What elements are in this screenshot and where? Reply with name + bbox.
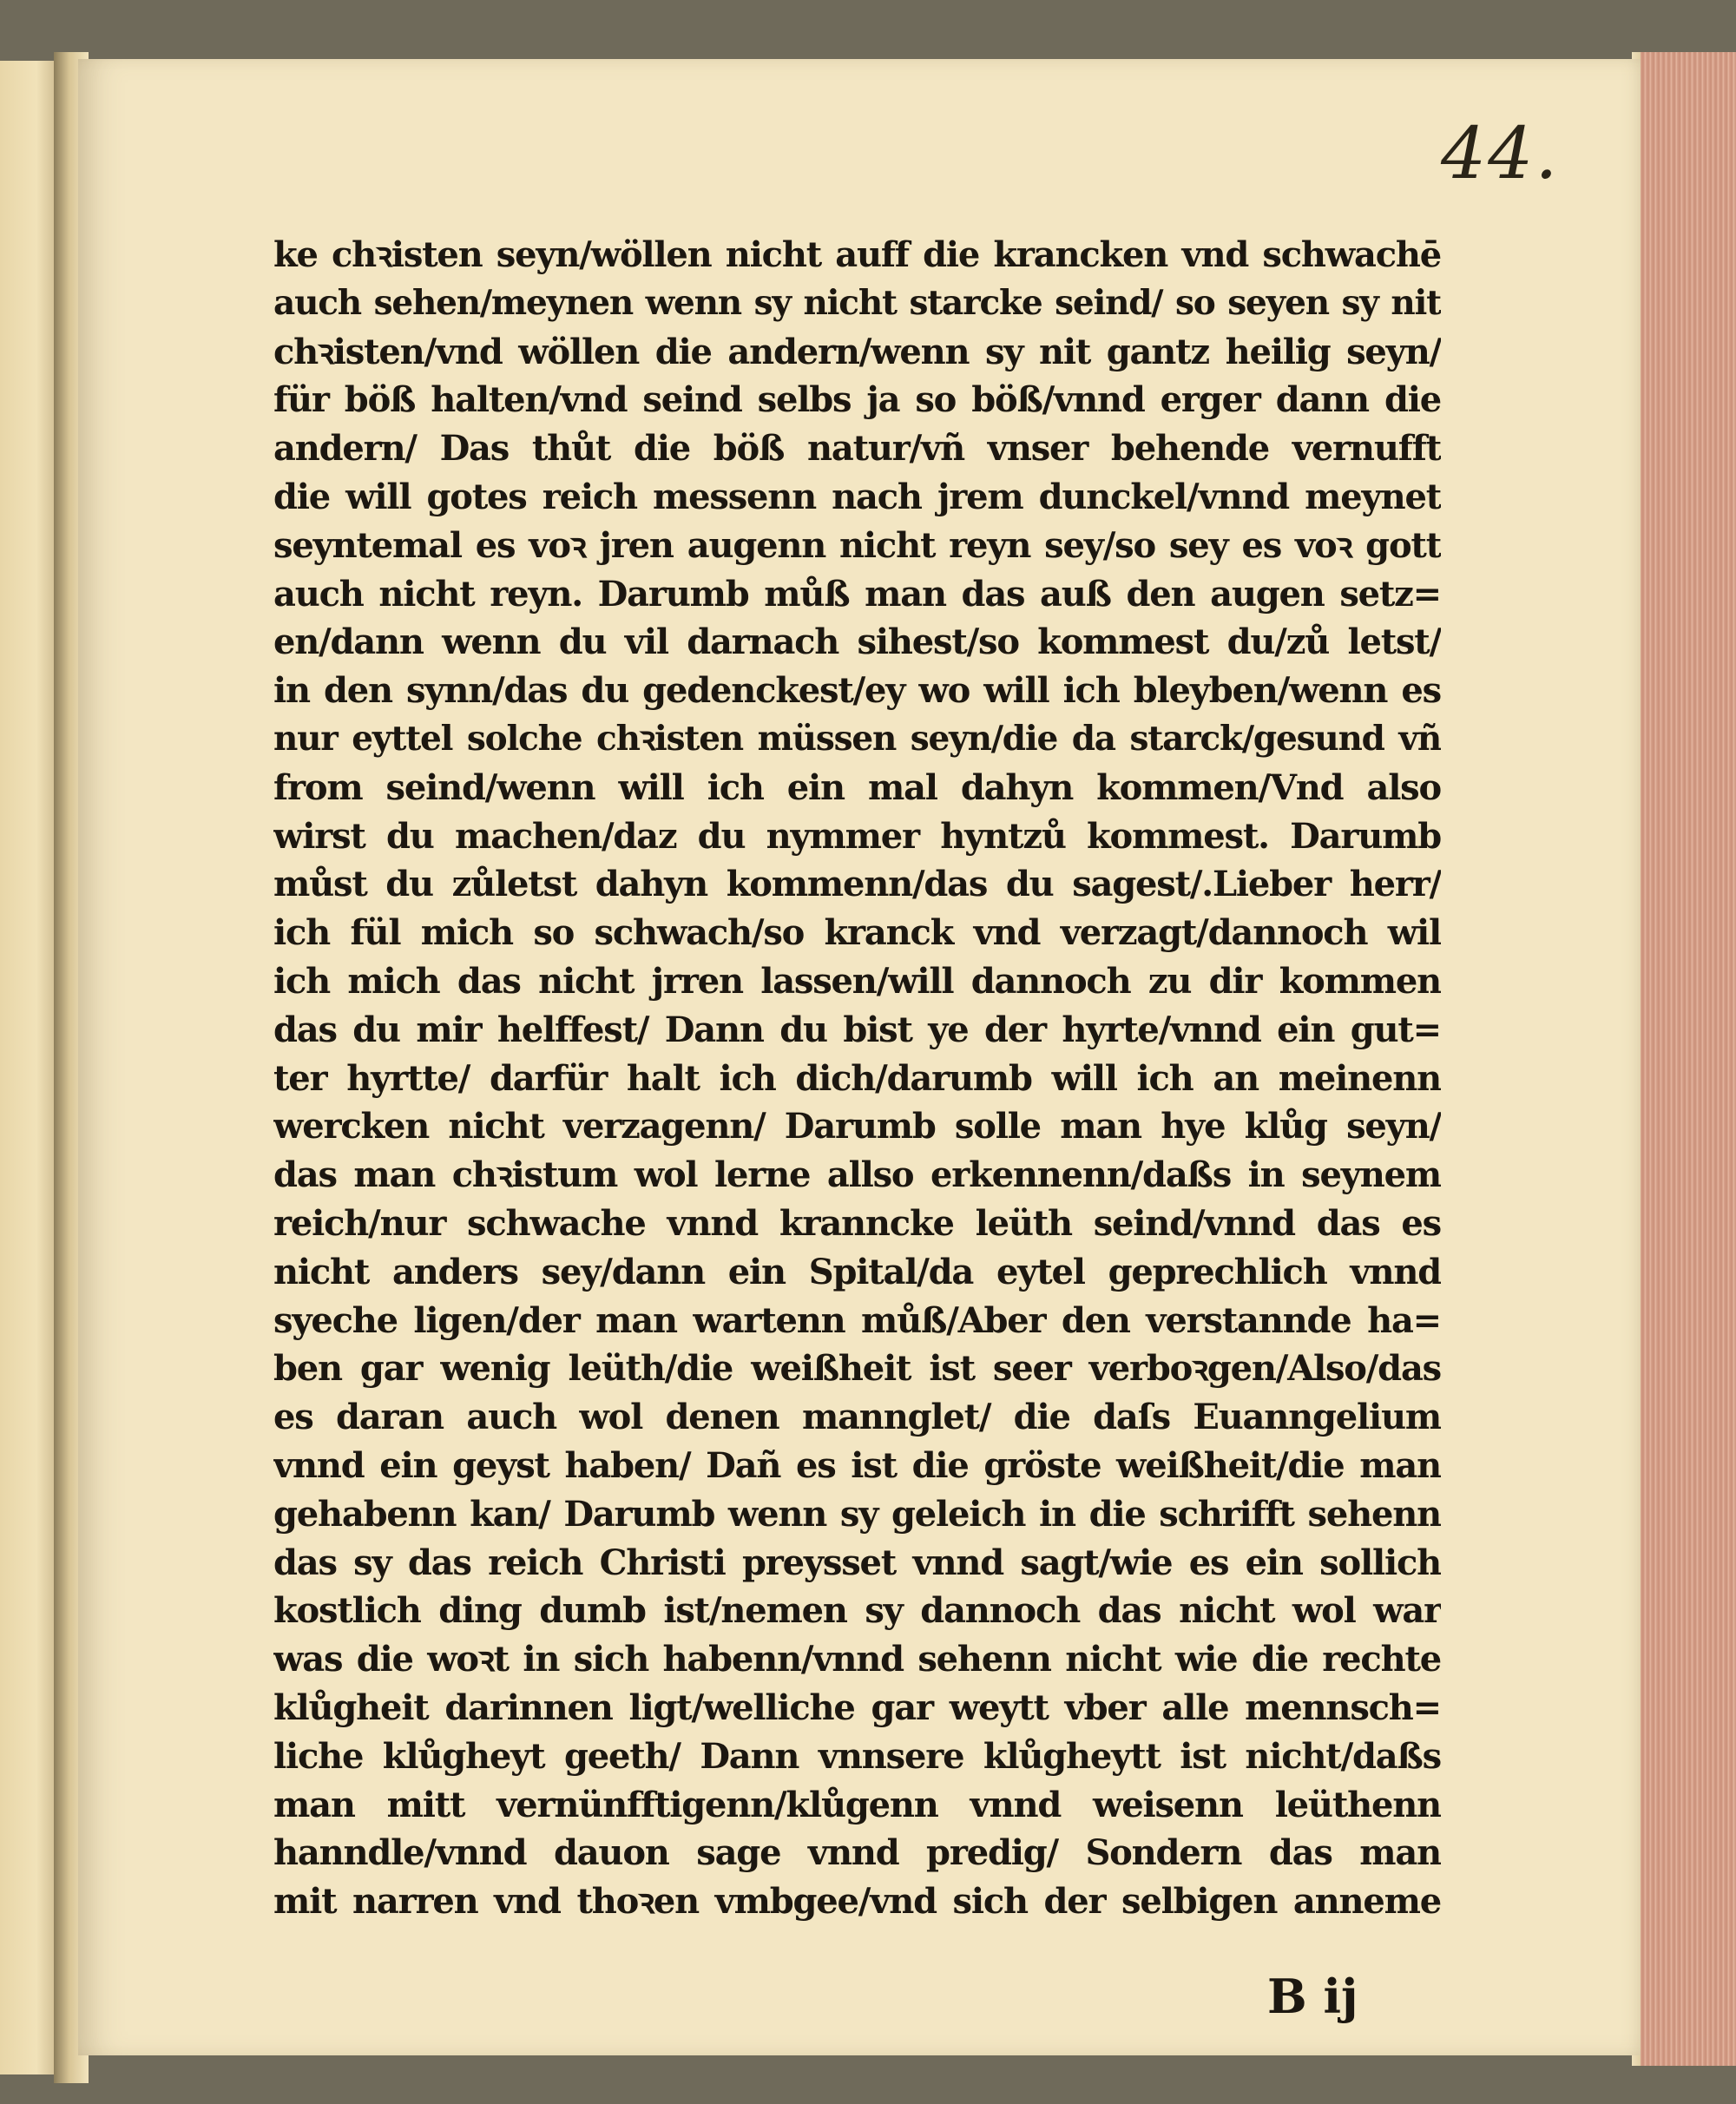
text-line: wercken nicht verzagenn/ Darumb solle man hye klůg seyn/: [273, 1106, 1441, 1147]
text-line: das du mir helffest/ Dann du bist ye der hyrte/vnnd ein gut=: [273, 1009, 1441, 1050]
text-line: das man chꝛistum wol lerne allso erkennenn/daßs in seynem: [273, 1154, 1441, 1196]
text-line: wirst du machen/daz du nymmer hyntzů kommest. Darumb: [273, 815, 1441, 857]
text-line: ter hyrtte/ darfür halt ich dich/darumb will ich an meinenn: [273, 1057, 1441, 1099]
text-line: ke chꝛisten seyn/wöllen nicht auff die krancken vnd schwachē: [273, 234, 1441, 275]
text-line: es daran auch wol denen mannglet/ die daſs Euanngelium: [273, 1397, 1441, 1438]
text-line: chꝛisten/vnd wöllen die andern/wenn sy nit gantz heilig seyn/: [273, 331, 1441, 372]
text-line: vnnd ein geyst haben/ Dañ es ist die gröste weißheit/die man: [273, 1444, 1441, 1486]
text-line: die will gotes reich messenn nach jrem dunckel/vnnd meynet: [273, 476, 1441, 517]
book-page: [78, 59, 1641, 2055]
text-line: auch sehen/meynen wenn sy nicht starcke seind/ so seyen sy nit: [273, 282, 1441, 323]
text-line: nicht anders sey/dann ein Spital/da eytel geprechlich vnnd: [273, 1251, 1441, 1292]
left-page-edge: [0, 61, 61, 2074]
text-line: nur eyttel solche chꝛisten müssen seyn/die da starck/gesund vñ: [273, 718, 1441, 759]
text-line: from seind/wenn will ich ein mal dahyn kommen/Vnd also: [273, 766, 1441, 808]
text-line: was die woꝛt in sich habenn/vnnd sehenn nicht wie die rechte: [273, 1639, 1441, 1680]
folio-number: 44.: [1441, 113, 1560, 195]
text-line: liche klůgheyt geeth/ Dann vnnsere klůgheytt ist nicht/daßs: [273, 1735, 1441, 1777]
text-line: für böß halten/vnd seind selbs ja so böß/vnnd erger dann die: [273, 379, 1441, 421]
text-line: reich/nur schwache vnnd kranncke leüth seind/vnnd das es: [273, 1202, 1441, 1244]
text-line: ben gar wenig leüth/die weißheit ist seer verboꝛgen/Also/das: [273, 1348, 1441, 1390]
text-line: hanndle/vnnd dauon sage vnnd predig/ Sondern das man: [273, 1832, 1441, 1874]
text-line: auch nicht reyn. Darumb můß man das auß den augen setz=: [273, 573, 1441, 615]
text-line: in den synn/das du gedenckest/ey wo will ich bleyben/wenn es: [273, 670, 1441, 712]
text-line: mit narren vnd thoꝛen vmbgee/vnd sich der selbigen anneme: [273, 1881, 1441, 1923]
text-line: andern/ Das thůt die böß natur/vñ vnser behende vernufft: [273, 428, 1441, 470]
text-line: das sy das reich Christi preysset vnnd sagt/wie es ein sollich: [273, 1542, 1441, 1583]
signature-mark: B ij: [1267, 1969, 1358, 2024]
text-line: ich mich das nicht jrren lassen/will dannoch zu dir kommen: [273, 960, 1441, 1002]
text-block: [273, 231, 1441, 1926]
page-stack-edges: [1641, 52, 1736, 2066]
text-line: syeche ligen/der man wartenn můß/Aber den verstannde ha=: [273, 1299, 1441, 1341]
text-line: gehabenn kan/ Darumb wenn sy geleich in die schrifft sehenn: [273, 1493, 1441, 1535]
text-line: klůgheit darinnen ligt/welliche gar weytt vber alle mennsch=: [273, 1686, 1441, 1728]
text-line: seyntemal es voꝛ jren augenn nicht reyn sey/so sey es voꝛ gott: [273, 524, 1441, 566]
text-line: ich fül mich so schwach/so kranck vnd verzagt/dannoch wil: [273, 912, 1441, 954]
text-line: en/dann wenn du vil darnach sihest/so kommest du/zů letst/: [273, 621, 1441, 663]
text-line: můst du zůletst dahyn kommenn/das du sagest/.Lieber herr/: [273, 864, 1441, 905]
text-line: man mitt vernünfftigenn/klůgenn vnnd weisenn leüthenn: [273, 1784, 1441, 1825]
text-line: kostlich ding dumb ist/nemen sy dannoch das nicht wol war: [273, 1590, 1441, 1632]
